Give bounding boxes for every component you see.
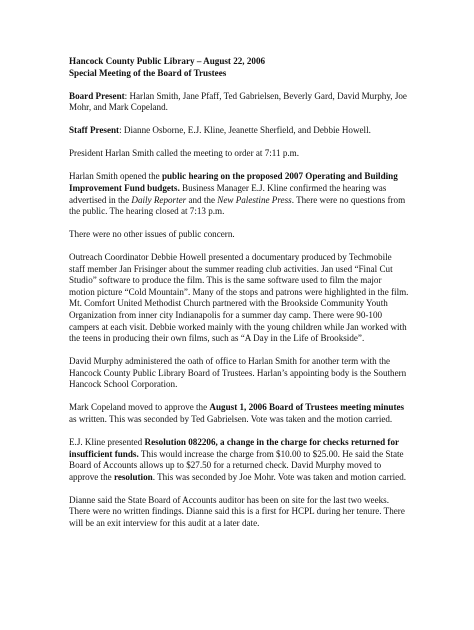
resolution-paragraph <box>69 437 409 483</box>
new-palestine-press-title: New Palestine Press <box>217 194 292 205</box>
no-other-issues-paragraph: There were no other issues of public concern. <box>69 229 235 240</box>
hearing-mid-text: Business Manager E.J. Kline confirmed the hearing was advertised in the <box>69 182 387 205</box>
outreach-paragraph: Outreach Coordinator Debbie Howell presented a documentary produced by Techmobile staff member Jan Frisinger about the summer reading club activities. Jan used “Final Cut Studio” software to produce the film. This is the same software used to film the major motion picture “Cold Mountain”. Many of the stops and patrons were highlighted in the film. Mt. Comfort United Methodist Church partnered with the Brookside Community Youth Organization from inner city Indianapolis for a summer day camp. There were 90-100 campers at each visit. Debbie worked mainly with the young children while Jan worked with the teens in producing their own films, such as “A Day in the Life of Brookside”. <box>69 252 409 344</box>
hearing-and-text: and the <box>186 194 218 205</box>
hearing-bold-text: public hearing on the proposed 2007 Operating and Building Improvement Fund budgets. <box>69 171 398 193</box>
call-to-order-paragraph: President Harlan Smith called the meeting to order at 7:11 p.m. <box>69 148 299 159</box>
resolution-mid-text: This would increase the charge from $10.00 to $25.00. He said the State Board of Accounts allows up to $27.50 for a returned check. David Murphy moved to approve the <box>69 448 404 482</box>
title-line-1: Hancock County Public Library – August 22, 2006 <box>69 56 266 66</box>
document-title <box>69 56 409 79</box>
oath-of-office-paragraph: David Murphy administered the oath of office to Harlan Smith for another term with the Hancock County Public Library Board of Trustees. Harlan’s appointing body is the Southern Hancock School Corporation. <box>69 356 407 390</box>
audit-paragraph: Dianne said the State Board of Accounts auditor has been on site for the last two weeks. There were no written findings. Dianne said this is a first for HCPL during her tenure. There will be an exit interview for this audit at a later date. <box>69 494 405 528</box>
staff-present-label: Staff Present <box>69 125 120 136</box>
minutes-approval-paragraph <box>69 402 409 425</box>
board-present-label: Board Present <box>69 90 125 101</box>
hearing-lead-text: Harlan Smith opened the <box>69 171 162 182</box>
public-hearing-paragraph <box>69 171 409 217</box>
document-page <box>69 56 409 541</box>
hearing-tail-text: . There were no questions from the public. The hearing closed at 7:13 p.m. <box>69 194 406 217</box>
resolution-word: resolution <box>113 471 153 482</box>
minutes-lead-text: Mark Copeland moved to approve the <box>69 402 210 413</box>
resolution-lead-text: E.J. Kline presented <box>69 436 145 447</box>
staff-present-names: : Dianne Osborne, E.J. Kline, Jeanette Sherfield, and Debbie Howell. <box>119 125 371 136</box>
resolution-tail-text: . This was seconded by Joe Mohr. Vote was taken and motion carried. <box>152 471 407 482</box>
title-line-2: Special Meeting of the Board of Trustees <box>69 67 227 78</box>
board-present-names: : Harlan Smith, Jane Pfaff, Ted Gabrielsen, Beverly Gard, David Murphy, Joe Mohr, and Mark Copeland. <box>69 90 407 113</box>
staff-present-paragraph <box>69 125 409 137</box>
minutes-bold-text: August 1, 2006 Board of Trustees meeting minutes <box>209 402 405 413</box>
board-present-paragraph <box>69 91 409 114</box>
minutes-tail-text: as written. This was seconded by Ted Gabrielsen. Vote was taken and the motion carried. <box>69 413 393 424</box>
resolution-title-text: Resolution 082206, a change in the charge for checks returned for insufficient funds. <box>69 436 399 459</box>
daily-reporter-title: Daily Reporter <box>131 194 187 205</box>
